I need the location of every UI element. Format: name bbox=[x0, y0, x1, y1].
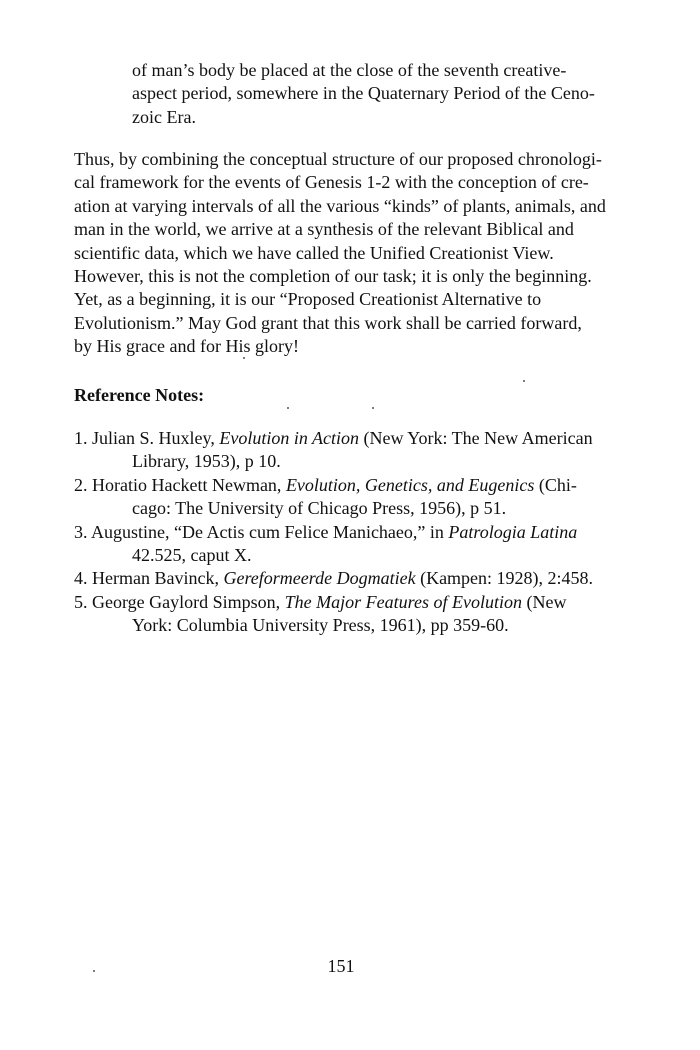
text-line: of man’s body be placed at the close of the seventh creative- bbox=[132, 60, 567, 80]
note-continuation bbox=[74, 497, 593, 520]
scan-speck bbox=[287, 407, 289, 409]
continuation-paragraph bbox=[132, 59, 595, 129]
note-continuation bbox=[74, 614, 593, 637]
text-line: scientific data, which we have called the Unified Creationist View. bbox=[74, 242, 554, 263]
text-line: zoic Era. bbox=[132, 106, 196, 127]
text-line: by His grace and for His glory! bbox=[74, 336, 299, 357]
reference-notes-heading: Reference Notes: bbox=[74, 385, 205, 405]
reference-notes-list bbox=[74, 427, 593, 638]
text-line: However, this is not the completion of our task; it is only the beginning. bbox=[74, 266, 592, 287]
note-title: Patrologia Latina bbox=[448, 521, 578, 542]
note-text: 4. Herman Bavinck, bbox=[74, 568, 224, 589]
note-text: 42.525, caput X. bbox=[132, 545, 252, 566]
note-title: The Major Features of Evolution bbox=[284, 591, 522, 612]
reference-note bbox=[74, 427, 593, 474]
text-line: aspect period, somewhere in the Quaternary Period of the Ceno- bbox=[132, 83, 595, 104]
note-text: (New York: The New American bbox=[358, 428, 593, 448]
note-text: 2. Horatio Hackett Newman, bbox=[74, 474, 286, 495]
note-text: York: Columbia University Press, 1961), pp 359-60. bbox=[132, 615, 509, 636]
note-title: Gereformeerde Dogmatiek bbox=[223, 568, 416, 589]
text-line: Thus, by combining the conceptual structure of our proposed chronologi- bbox=[74, 149, 602, 169]
note-continuation bbox=[74, 544, 593, 567]
scan-speck bbox=[243, 357, 245, 359]
note-text: (Chi- bbox=[534, 474, 577, 495]
note-text: Library, 1953), p 10. bbox=[132, 451, 281, 472]
scan-speck bbox=[523, 380, 525, 382]
text-line: man in the world, we arrive at a synthesis of the relevant Biblical and bbox=[74, 219, 574, 240]
note-title: Evolution in Action bbox=[219, 428, 359, 448]
note-text: 5. George Gaylord Simpson, bbox=[74, 591, 285, 612]
note-text: (New bbox=[521, 591, 567, 612]
note-continuation bbox=[74, 450, 593, 473]
scan-speck bbox=[93, 970, 95, 972]
reference-note bbox=[74, 591, 593, 638]
text-line: Evolutionism.” May God grant that this work shall be carried forward, bbox=[74, 312, 582, 333]
note-text: 1. Julian S. Huxley, bbox=[74, 428, 220, 448]
reference-note bbox=[74, 567, 593, 590]
reference-note bbox=[74, 521, 593, 568]
text-line: ation at varying intervals of all the various “kinds” of plants, animals, and bbox=[74, 195, 606, 216]
note-text: cago: The University of Chicago Press, 1956), p 51. bbox=[132, 498, 507, 519]
note-text: (Kampen: 1928), 2:458. bbox=[415, 568, 594, 589]
scan-speck bbox=[372, 407, 374, 409]
note-text: 3. Augustine, “De Actis cum Felice Manichaeo,” in bbox=[74, 521, 449, 542]
text-line: cal framework for the events of Genesis 1-2 with the conception of cre- bbox=[74, 172, 589, 193]
page-number: 151 bbox=[327, 956, 355, 976]
note-title: Evolution, Genetics, and Eugenics bbox=[285, 474, 535, 495]
reference-note bbox=[74, 474, 593, 521]
text-line: Yet, as a beginning, it is our “Proposed Creationist Alternative to bbox=[74, 289, 542, 310]
main-paragraph bbox=[74, 148, 606, 359]
